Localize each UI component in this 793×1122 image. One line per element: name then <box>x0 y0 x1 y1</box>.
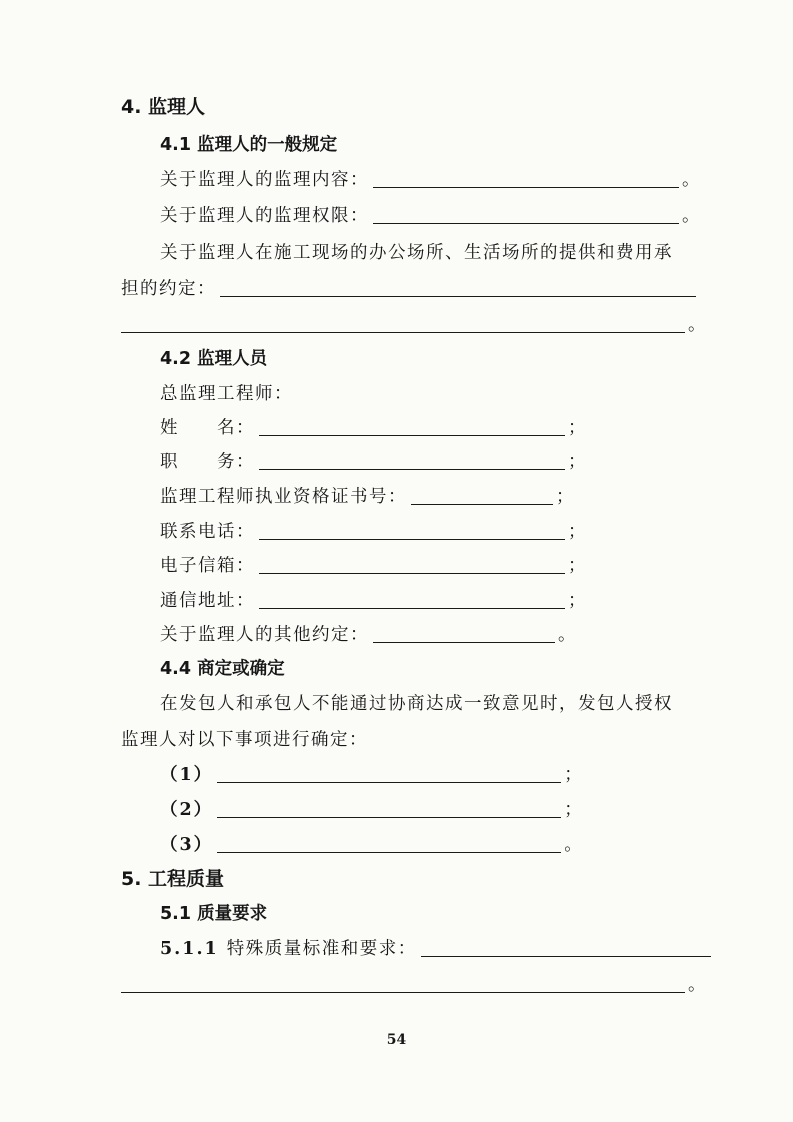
name-field[interactable] <box>259 415 565 436</box>
section-4-2-title: 4.2 监理人员 <box>160 349 268 369</box>
office-provision-continuation-row <box>121 306 706 336</box>
supervision-content-label: 关于监理人的监理内容： <box>160 170 369 190</box>
determination-text-row <box>160 685 673 715</box>
section-4-1-heading <box>160 126 337 156</box>
address-field[interactable] <box>259 588 565 609</box>
special-quality-row <box>160 930 714 960</box>
other-agreement-label: 关于监理人的其他约定： <box>160 625 369 645</box>
section-4-1-title: 4.1 监理人的一般规定 <box>160 135 338 155</box>
section-5-1-title: 5.1 质量要求 <box>160 904 268 924</box>
determination-text-2: 监理人对以下事项进行确定： <box>121 730 368 750</box>
position-field[interactable] <box>259 449 565 470</box>
semicolon-mark: ； <box>568 522 586 542</box>
certificate-row <box>160 478 574 508</box>
determination-item-1-row <box>160 756 582 786</box>
special-quality-field[interactable] <box>421 936 711 957</box>
supervision-authority-field[interactable] <box>373 203 679 224</box>
section-4-4-title: 4.4 商定或确定 <box>160 659 285 679</box>
phone-label: 联系电话： <box>160 522 255 542</box>
name-label: 姓 名： <box>160 418 255 438</box>
position-label: 职 务： <box>160 452 255 472</box>
item-2-field[interactable] <box>217 797 561 818</box>
section-4-title: 4. 监理人 <box>121 96 206 118</box>
email-label: 电子信箱： <box>160 556 255 576</box>
supervision-content-row <box>160 161 700 191</box>
name-row <box>160 409 586 439</box>
item-2-number: （2） <box>160 800 214 820</box>
supervision-content-field[interactable] <box>373 167 679 188</box>
semicolon-mark: ； <box>568 591 586 611</box>
certificate-label: 监理工程师执业资格证书号： <box>160 487 407 507</box>
address-row <box>160 582 586 612</box>
chief-engineer-row <box>160 375 293 405</box>
period-mark: 。 <box>564 835 582 855</box>
supervision-authority-row <box>160 197 700 227</box>
section-5-1-1-number: 5.1.1 <box>160 939 219 959</box>
office-provision-row <box>121 270 699 300</box>
position-row <box>160 443 586 473</box>
semicolon-mark: ； <box>564 800 582 820</box>
office-provision-text: 关于监理人在施工现场的办公场所、生活场所的提供和费用承 <box>160 243 673 263</box>
section-4-2-heading <box>160 340 267 370</box>
special-quality-label: 特殊质量标准和要求： <box>226 939 417 959</box>
semicolon-mark: ； <box>564 765 582 785</box>
semicolon-mark: ； <box>568 418 586 438</box>
period-mark: 。 <box>558 625 576 645</box>
section-4-4-heading <box>160 650 285 680</box>
item-1-field[interactable] <box>217 762 561 783</box>
period-mark: 。 <box>682 170 700 190</box>
email-row <box>160 547 586 577</box>
office-provision-label: 担的约定： <box>121 279 216 299</box>
office-provision-text-row <box>160 234 673 264</box>
special-quality-continuation-field[interactable] <box>121 972 685 993</box>
semicolon-mark: ； <box>568 556 586 576</box>
chief-engineer-label: 总监理工程师： <box>160 384 293 404</box>
section-5-1-heading <box>160 895 267 925</box>
determination-text-row-2 <box>121 721 368 751</box>
office-provision-field[interactable] <box>220 276 696 297</box>
email-field[interactable] <box>259 553 565 574</box>
section-4-heading <box>121 88 205 118</box>
item-3-field[interactable] <box>217 832 561 853</box>
address-label: 通信地址： <box>160 591 255 611</box>
semicolon-mark: ； <box>568 452 586 472</box>
certificate-field[interactable] <box>411 484 553 505</box>
period-mark: 。 <box>682 206 700 226</box>
semicolon-mark: ； <box>556 487 574 507</box>
item-3-number: （3） <box>160 835 214 855</box>
page-number: 54 <box>386 1032 407 1048</box>
phone-row <box>160 513 586 543</box>
determination-text: 在发包人和承包人不能通过协商达成一致意见时，发包人授权 <box>160 694 673 714</box>
supervision-authority-label: 关于监理人的监理权限： <box>160 206 369 226</box>
determination-item-3-row <box>160 826 582 856</box>
other-agreement-field[interactable] <box>373 622 555 643</box>
period-mark: 。 <box>688 315 706 335</box>
special-quality-continuation-row <box>121 966 706 996</box>
phone-field[interactable] <box>259 519 565 540</box>
item-1-number: （1） <box>160 765 214 785</box>
other-agreement-row <box>160 616 576 646</box>
period-mark: 。 <box>688 975 706 995</box>
section-5-heading <box>121 860 224 890</box>
office-provision-continuation-field[interactable] <box>121 312 685 333</box>
determination-item-2-row <box>160 791 582 821</box>
section-5-title: 5. 工程质量 <box>121 868 225 890</box>
